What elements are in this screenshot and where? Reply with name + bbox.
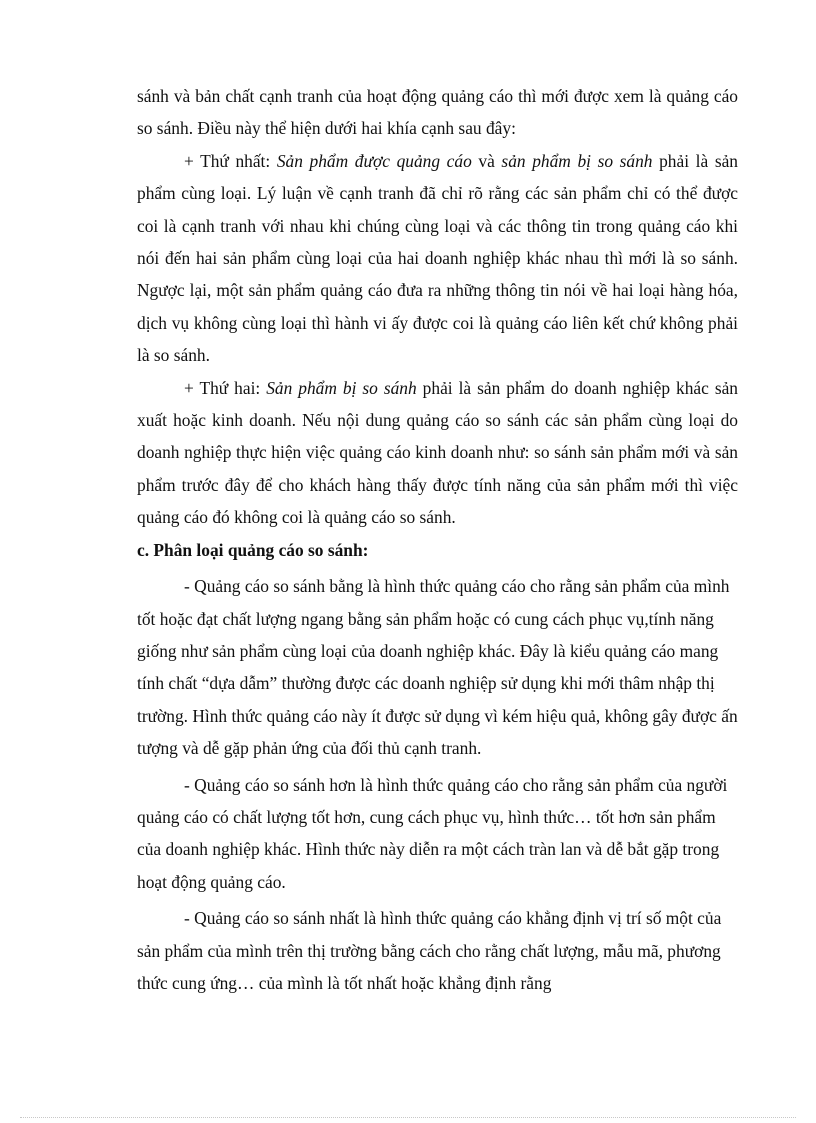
first-point-italic-compared: sản phẩm bị so sánh xyxy=(501,150,653,171)
document-page xyxy=(137,80,738,999)
first-point-lead: + Thứ nhất: xyxy=(184,150,277,171)
section-heading: c. Phân loại quảng cáo so sánh: xyxy=(137,539,369,560)
first-point-italic-advertised: Sản phẩm được quảng cáo xyxy=(276,150,472,171)
paragraph-superior-comparison: - Quảng cáo so sánh hơn là hình thức quảng cáo cho rằng sản phẩm của người quảng cáo có chất lượng tốt hơn, cung cách phục vụ, hình thức… tốt hơn sản phẩm của doanh nghiệp khác. Hình thức này diễn ra một cách tràn lan và dễ bắt gặp trong hoạt động quảng cáo. xyxy=(137,774,728,892)
first-point-mid: và xyxy=(471,150,502,171)
second-point-italic: Sản phẩm bị so sánh xyxy=(266,377,417,398)
paragraph-second-point xyxy=(137,372,738,534)
first-point-body: phải là sản phẩm cùng loại. Lý luận về cạnh tranh đã chỉ rõ rằng các sản phẩm chỉ có thể được coi là cạnh tranh với nhau khi chúng cùng loại và các thông tin trong quảng cáo khi nói đến hai sản phẩm cùng loại của hai doanh nghiệp khác nhau thì mới là so sánh. Ngược lại, một sản phẩm quảng cáo đưa ra những thông tin nói về hai loại hàng hóa, dịch vụ không cùng loại thì hành vi ấy được coi là quảng cáo liên kết chứ không phải là so sánh. xyxy=(137,150,738,366)
paragraph-first-point xyxy=(137,145,738,372)
second-point-body: phải là sản phẩm do doanh nghiệp khác sản xuất hoặc kinh doanh. Nếu nội dung quảng cáo so sánh các sản phẩm cùng loại do doanh nghiệp thực hiện việc quảng cáo kinh doanh như: so sánh sản phẩm mới và sản phẩm trước đây để cho khách hàng thấy được tính năng của sản phẩm mới thì việc quảng cáo đó không coi là quảng cáo so sánh. xyxy=(137,377,738,528)
paragraph-intro: sánh và bản chất cạnh tranh của hoạt động quảng cáo thì mới được xem là quảng cáo so sánh. Điều này thể hiện dưới hai khía cạnh sau đây: xyxy=(137,86,738,139)
page-bottom-divider xyxy=(20,1117,796,1118)
second-point-lead: + Thứ hai: xyxy=(184,377,267,398)
paragraph-equal-comparison: - Quảng cáo so sánh bằng là hình thức quảng cáo cho rằng sản phẩm của mình tốt hoặc đạt chất lượng ngang bằng sản phẩm hoặc có cung cách phục vụ,tính năng giống như sản phẩm cùng loại của doanh nghiệp khác. Đây là kiểu quảng cáo mang tính chất “dựa dẫm” thường được các doanh nghiệp sử dụng khi mới thâm nhập thị trường. Hình thức quảng cáo này ít được sử dụng vì kém hiệu quả, không gây được ấn tượng và dễ gặp phản ứng của đối thủ cạnh tranh. xyxy=(137,576,738,759)
paragraph-superlative-comparison: - Quảng cáo so sánh nhất là hình thức quảng cáo khẳng định vị trí số một của sản phẩm của mình trên thị trường bằng cách cho rằng chất lượng, mẫu mã, phương thức cung ứng… của mình là tốt nhất hoặc khẳng định rằng xyxy=(137,908,722,993)
